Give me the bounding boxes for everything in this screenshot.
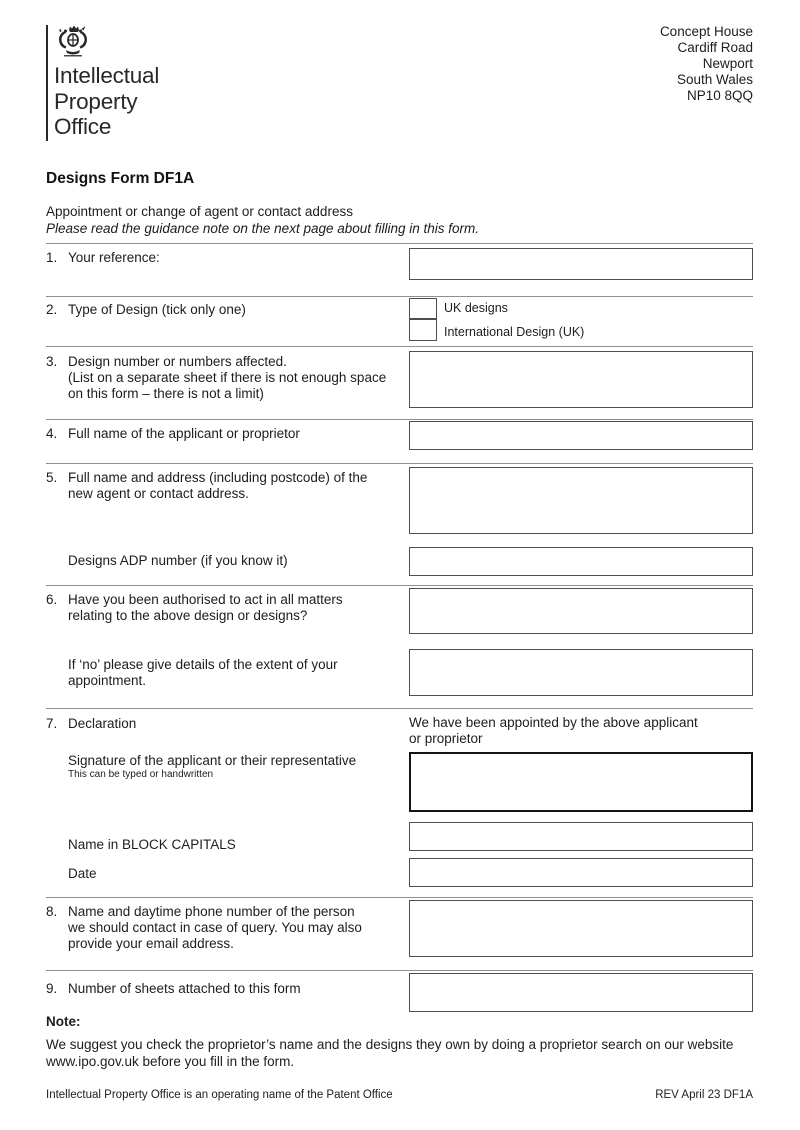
address-line: Newport: [702, 56, 753, 71]
item-7-label: Declaration: [68, 716, 137, 731]
item-6-label: Have you been authorised to act in all matters relating to the above design or designs?: [68, 592, 343, 623]
logo-divider-bar: [46, 25, 48, 141]
authorised-input[interactable]: [409, 588, 753, 634]
form-title: Designs Form DF1A: [46, 170, 195, 187]
item-3-number: 3.: [46, 354, 58, 369]
separator: [46, 897, 753, 898]
separator: [46, 585, 753, 586]
signature-input[interactable]: [409, 752, 753, 812]
applicant-name-input[interactable]: [409, 421, 753, 450]
date-label: Date: [68, 866, 97, 881]
signature-hint: This can be typed or handwritten: [68, 769, 214, 780]
item-5-number: 5.: [46, 470, 58, 485]
separator: [46, 243, 753, 244]
appointment-extent-label: If ‘no’ please give details of the extent of your appointment.: [68, 657, 338, 688]
separator: [46, 970, 753, 971]
item-8-label: Name and daytime phone number of the person we should contact in case of query. You may also provide your email address.: [68, 904, 362, 951]
note-heading: Note:: [46, 1014, 81, 1029]
uk-designs-label: UK designs: [444, 301, 508, 315]
form-subtitle: Appointment or change of agent or contact address: [46, 204, 353, 219]
item-1-label: Your reference:: [68, 250, 160, 265]
address-line: Cardiff Road: [677, 40, 753, 55]
appointment-extent-input[interactable]: [409, 649, 753, 696]
agent-address-input[interactable]: [409, 467, 753, 534]
separator: [46, 346, 753, 347]
logo-line-1: Intellectual: [54, 63, 160, 88]
logo-line-2: Property: [54, 88, 138, 114]
item-4-number: 4.: [46, 426, 58, 441]
note-paragraph: We suggest you check the proprietor’s name and the designs they own by doing a proprietor search on our website www.ipo.gov.uk before you fill in the form.: [46, 1037, 734, 1069]
separator: [46, 296, 753, 297]
royal-coat-of-arms-icon: [54, 25, 92, 62]
logo-wordmark: [54, 63, 159, 140]
block-capitals-label: Name in BLOCK CAPITALS: [68, 837, 236, 852]
logo-line-3: Office: [54, 114, 112, 139]
item-7-number: 7.: [46, 716, 58, 731]
footer-left: Intellectual Property Office is an operating name of the Patent Office: [46, 1089, 393, 1101]
item-5-label: Full name and address (including postcode) of the new agent or contact address.: [68, 470, 368, 501]
declaration-statement: We have been appointed by the above applicant or proprietor: [409, 715, 698, 746]
separator: [46, 463, 753, 464]
date-input[interactable]: [409, 858, 753, 887]
address-line: Concept House: [659, 24, 753, 39]
item-3-label: Design number or numbers affected. (List on a separate sheet if there is not enough space on this form – there is not a limit): [68, 354, 387, 401]
item-6-number: 6.: [46, 592, 58, 607]
international-design-label: International Design (UK): [444, 325, 585, 339]
sheets-count-input[interactable]: [409, 973, 753, 1012]
adp-number-input[interactable]: [409, 547, 753, 576]
item-8-number: 8.: [46, 904, 58, 919]
separator: [46, 708, 753, 709]
adp-number-label: Designs ADP number (if you know it): [68, 553, 288, 568]
item-1-number: 1.: [46, 250, 58, 265]
block-capitals-name-input[interactable]: [409, 822, 753, 851]
form-instruction: Please read the guidance note on the next page about filling in this form.: [46, 221, 480, 236]
address-line: South Wales: [676, 72, 753, 87]
item-2-label: Type of Design (tick only one): [68, 302, 246, 317]
item-2-number: 2.: [46, 302, 58, 317]
design-numbers-input[interactable]: [409, 351, 753, 408]
signature-label: Signature of the applicant or their representative: [68, 753, 357, 768]
item-9-label: Number of sheets attached to this form: [68, 981, 301, 996]
contact-details-input[interactable]: [409, 900, 753, 957]
office-address: [660, 24, 753, 104]
separator: [46, 419, 753, 420]
footer-right: REV April 23 DF1A: [655, 1089, 753, 1101]
uk-designs-checkbox[interactable]: [409, 298, 437, 319]
international-design-checkbox[interactable]: [409, 319, 437, 341]
item-9-number: 9.: [46, 981, 58, 996]
address-line: NP10 8QQ: [686, 88, 753, 103]
your-reference-input[interactable]: [409, 248, 753, 280]
item-4-label: Full name of the applicant or proprietor: [68, 426, 300, 441]
